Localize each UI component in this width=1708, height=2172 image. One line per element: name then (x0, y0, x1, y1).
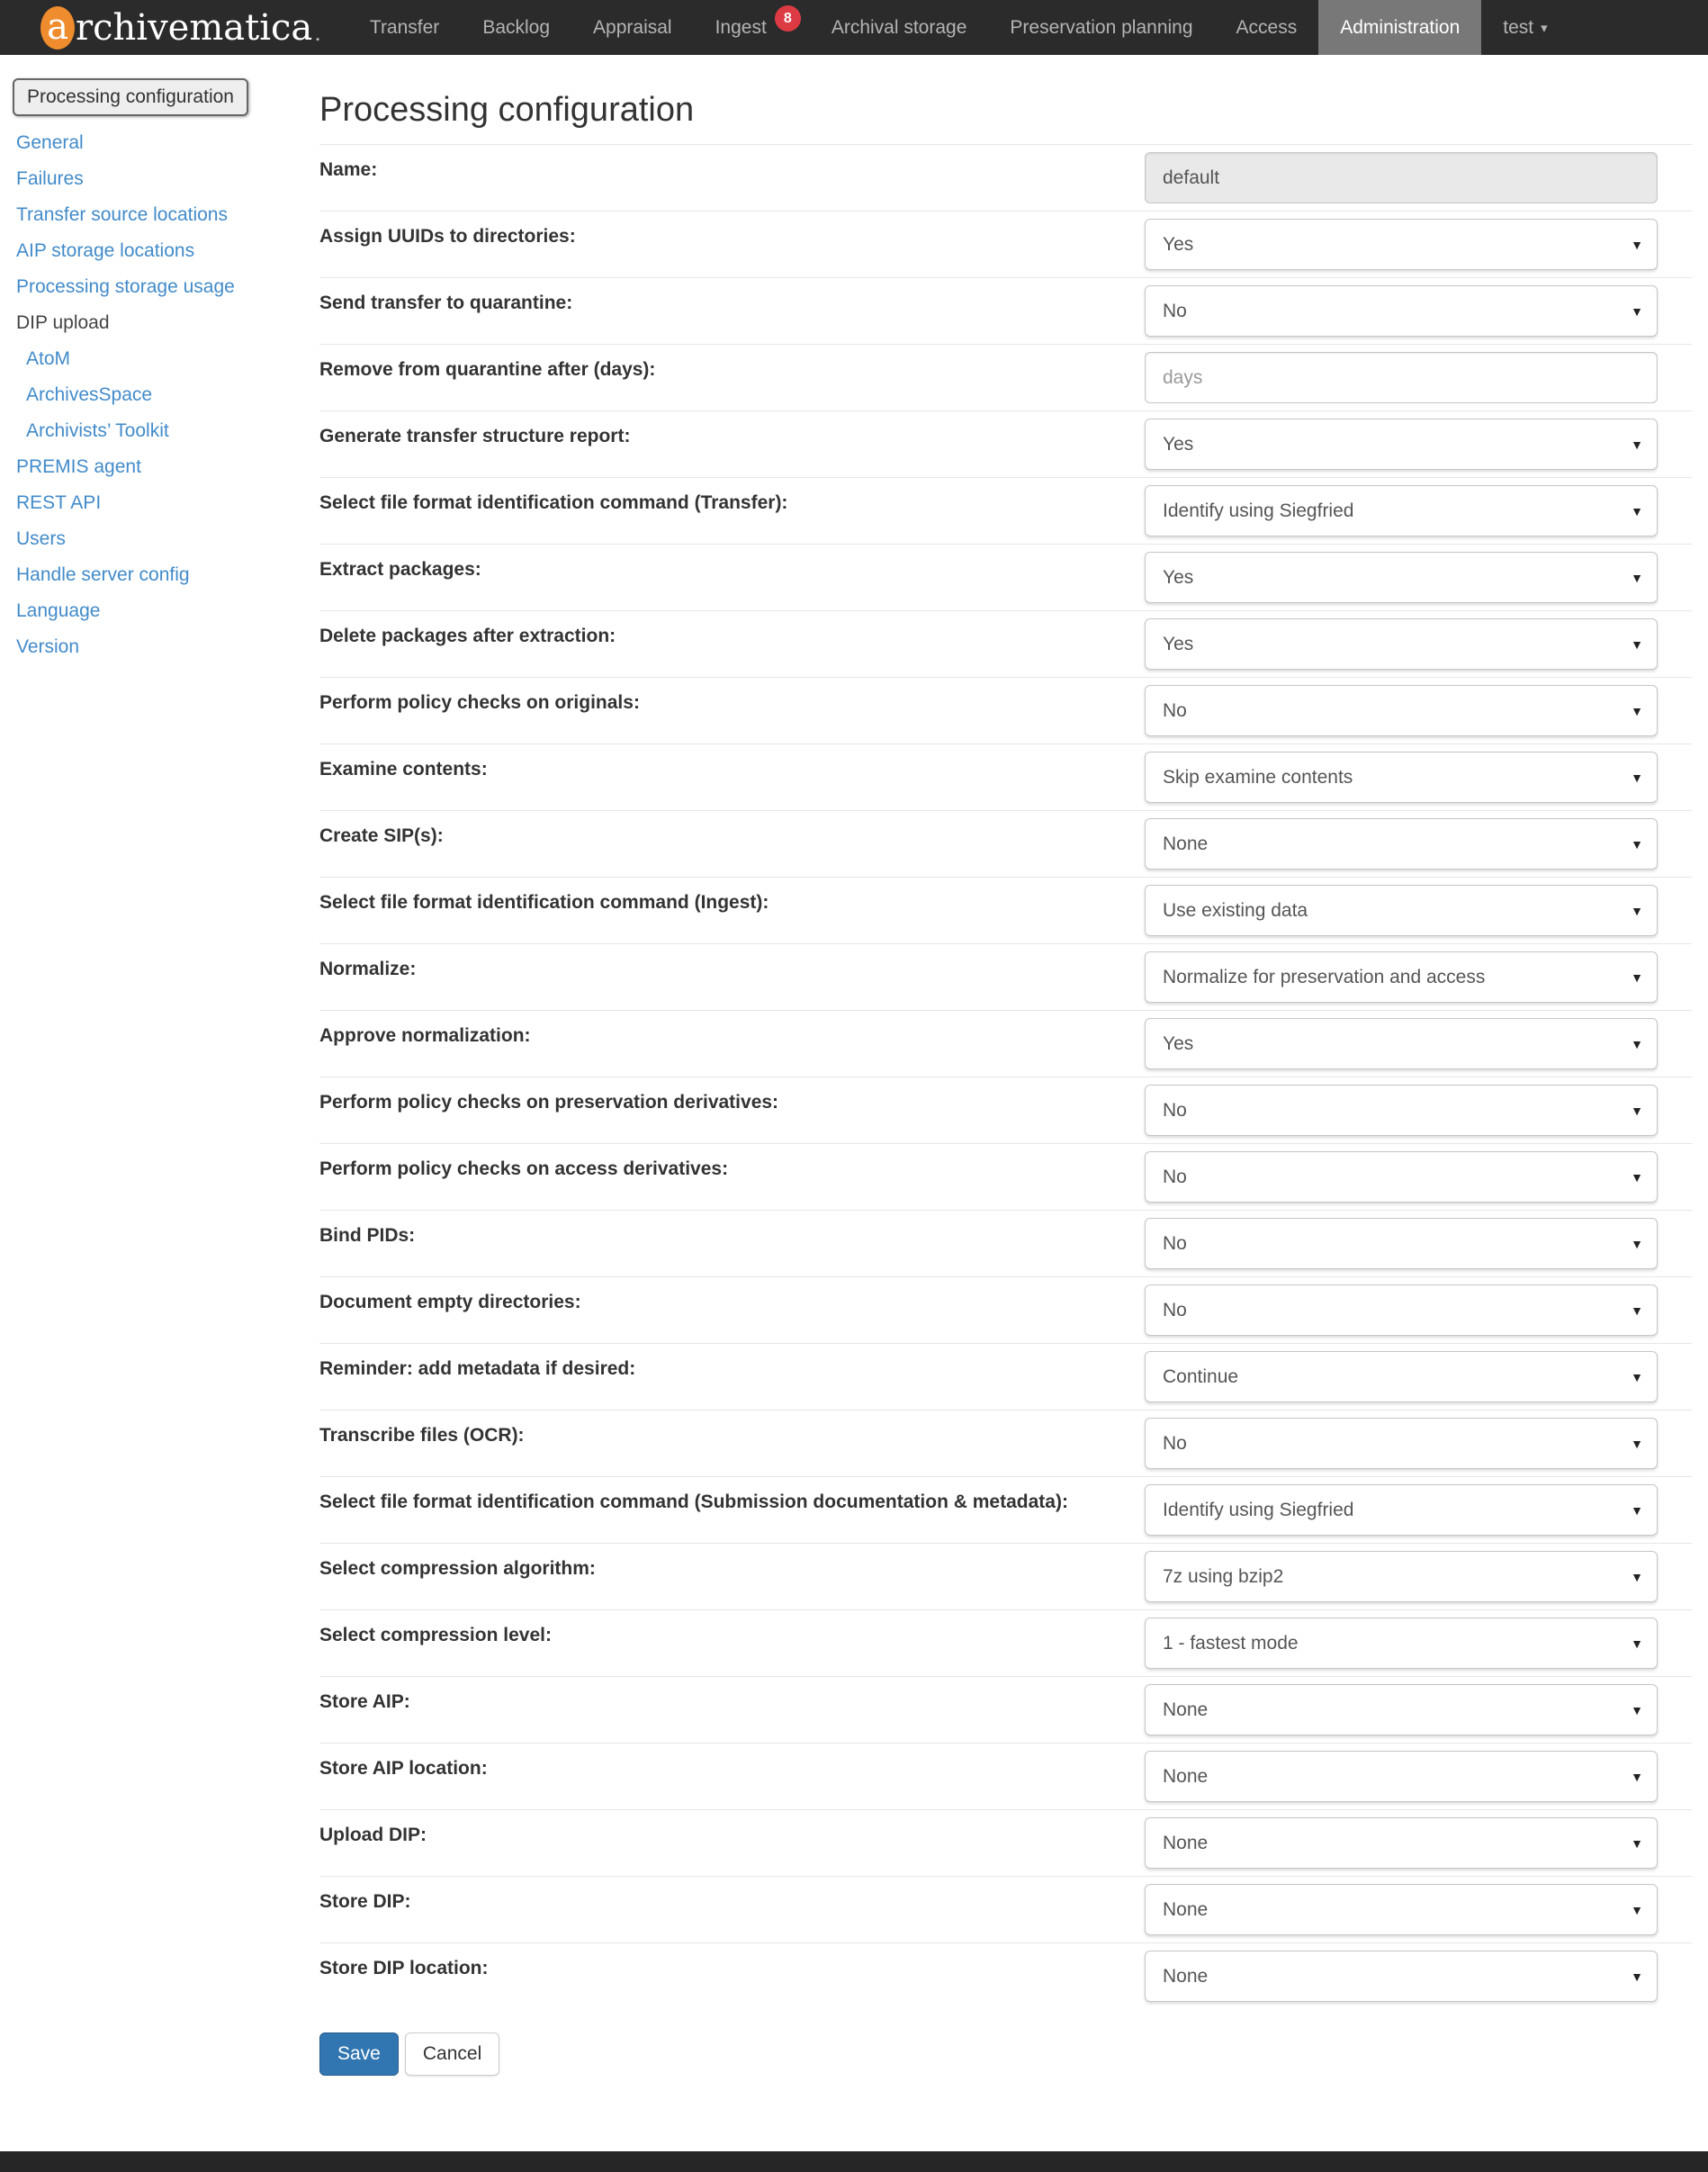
select-value: No (1163, 1299, 1187, 1320)
chevron-down-icon: ▼ (1631, 1169, 1643, 1185)
chevron-down-icon: ▼ (1631, 1969, 1643, 1984)
chevron-down-icon: ▼ (1631, 570, 1643, 585)
nav-item-preservation-planning[interactable] (988, 0, 1214, 55)
select-value: No (1163, 1099, 1187, 1121)
field-label-generate-transfer-structure-report: Generate transfer structure report: (319, 426, 631, 446)
chevron-down-icon: ▼ (1631, 1036, 1643, 1051)
brand-logo[interactable] (0, 0, 348, 55)
select-perform-policy-checks-on-preservation-derivatives[interactable] (1145, 1085, 1658, 1136)
form-row-select-compression-level (319, 1610, 1692, 1677)
field-label-reminder-add-metadata-if-desired: Reminder: add metadata if desired: (319, 1358, 636, 1379)
field-label-send-transfer-to-quarantine: Send transfer to quarantine: (319, 293, 573, 313)
field-control (1145, 1085, 1658, 1136)
select-send-transfer-to-quarantine[interactable] (1145, 285, 1658, 337)
brand-dot: . (314, 21, 321, 46)
field-control (1145, 885, 1658, 936)
select-value: No (1163, 300, 1187, 321)
chevron-down-icon: ▼ (1631, 636, 1643, 652)
chevron-down-icon: ▼ (1631, 1702, 1643, 1717)
select-value: None (1163, 1699, 1209, 1720)
field-label-select-file-format-identification-command-ingest: Select file format identification command (Ingest): (319, 892, 769, 913)
select-value: No (1163, 699, 1187, 721)
form-row-delete-packages-after-extraction (319, 611, 1692, 678)
field-label-name: Name: (319, 159, 378, 180)
select-select-compression-level[interactable] (1145, 1618, 1658, 1669)
select-perform-policy-checks-on-access-derivatives[interactable] (1145, 1151, 1658, 1203)
chevron-down-icon: ▼ (1631, 303, 1643, 319)
field-control (1145, 1551, 1658, 1602)
select-value: Yes (1163, 433, 1194, 455)
form-row-select-file-format-identification-command-submission-documentation-metadata (319, 1477, 1692, 1544)
field-control (1145, 1351, 1658, 1402)
field-control (1145, 1618, 1658, 1669)
brand-text: rchivematica (76, 6, 313, 49)
form-row-reminder-add-metadata-if-desired (319, 1344, 1692, 1410)
chevron-down-icon: ▼ (1631, 503, 1643, 518)
ingest-count-badge: 8 (775, 5, 801, 32)
form-row-perform-policy-checks-on-preservation-derivatives (319, 1077, 1692, 1144)
field-label-store-aip-location: Store AIP location: (319, 1758, 488, 1779)
nav-item-access[interactable] (1215, 0, 1319, 55)
select-value: Yes (1163, 233, 1194, 255)
user-menu[interactable] (1481, 0, 1569, 55)
chevron-down-icon: ▼ (1631, 1369, 1643, 1384)
brand-a-oval: a (40, 6, 75, 50)
field-label-transcribe-files-ocr: Transcribe files (OCR): (319, 1425, 525, 1446)
sidebar-item-version[interactable]: Version (16, 636, 80, 657)
select-value: No (1163, 1166, 1187, 1187)
select-store-aip[interactable] (1145, 1684, 1658, 1735)
field-label-upload-dip: Upload DIP: (319, 1825, 427, 1845)
select-value: 1 - fastest mode (1163, 1632, 1299, 1654)
page-title: Processing configuration (319, 91, 695, 129)
chevron-down-icon: ▼ (1631, 1436, 1643, 1451)
select-perform-policy-checks-on-originals[interactable] (1145, 685, 1658, 736)
select-bind-pids[interactable] (1145, 1218, 1658, 1269)
form-row-select-file-format-identification-command-transfer (319, 478, 1692, 545)
chevron-down-icon: ▼ (1631, 1302, 1643, 1318)
field-label-normalize: Normalize: (319, 959, 417, 979)
sidebar-item-archivists-toolkit[interactable]: Archivists’ Toolkit (26, 420, 169, 441)
nav-item-administration[interactable] (1318, 0, 1481, 55)
form-row-examine-contents (319, 744, 1692, 811)
form-row-remove-from-quarantine-after-days (319, 345, 1692, 411)
select-value: None (1163, 1832, 1209, 1853)
field-control (1145, 1951, 1658, 2002)
select-examine-contents[interactable] (1145, 752, 1658, 803)
select-select-file-format-identification-command-ingest[interactable] (1145, 885, 1658, 936)
field-control (1145, 152, 1658, 203)
nav-item-label: Archival storage (831, 16, 967, 38)
field-label-perform-policy-checks-on-preservation-derivatives: Perform policy checks on preservation derivatives: (319, 1092, 779, 1113)
sidebar-item-failures[interactable]: Failures (16, 168, 84, 189)
field-label-select-compression-level: Select compression level: (319, 1625, 552, 1645)
select-generate-transfer-structure-report[interactable] (1145, 419, 1658, 470)
field-label-store-aip: Store AIP: (319, 1691, 410, 1712)
form-row-store-dip-location (319, 1943, 1692, 2009)
field-label-select-file-format-identification-command-transfer: Select file format identification command (Transfer): (319, 492, 788, 513)
select-value: Yes (1163, 633, 1194, 654)
field-control (1145, 1684, 1658, 1735)
chevron-down-icon: ▼ (1631, 1636, 1643, 1651)
chevron-down-icon: ▼ (1631, 703, 1643, 718)
chevron-down-icon: ▼ (1631, 437, 1643, 452)
select-select-file-format-identification-command-submission-documentation-metadata[interactable] (1145, 1484, 1658, 1536)
caret-down-icon: ▾ (1541, 20, 1548, 36)
footer-bar (0, 2151, 1708, 2172)
field-control (1145, 1218, 1658, 1269)
nav-item-label: Preservation planning (1010, 16, 1193, 38)
select-value: None (1163, 1765, 1209, 1787)
chevron-down-icon: ▼ (1631, 1569, 1643, 1584)
form-row-generate-transfer-structure-report (319, 411, 1692, 478)
nav-item-transfer[interactable] (348, 0, 461, 55)
select-value: Yes (1163, 566, 1194, 588)
field-control (1145, 951, 1658, 1003)
field-control (1145, 552, 1658, 603)
form-row-name (319, 145, 1692, 212)
select-value: None (1163, 1965, 1209, 1987)
form-row-extract-packages (319, 545, 1692, 611)
form-row-bind-pids (319, 1211, 1692, 1277)
form-row-upload-dip (319, 1810, 1692, 1877)
form-row-transcribe-files-ocr (319, 1410, 1692, 1477)
field-control (1145, 1418, 1658, 1469)
field-control (1145, 352, 1658, 403)
form-row-perform-policy-checks-on-access-derivatives (319, 1144, 1692, 1211)
sidebar-item-processing-configuration[interactable]: Processing configuration (13, 78, 248, 116)
select-upload-dip[interactable] (1145, 1817, 1658, 1869)
form-row-assign-uuids-to-directories (319, 212, 1692, 278)
save-button[interactable]: Save (319, 2032, 399, 2076)
form-row-perform-policy-checks-on-originals (319, 678, 1692, 744)
cancel-button[interactable]: Cancel (405, 2032, 499, 2076)
chevron-down-icon: ▼ (1631, 969, 1643, 985)
field-control (1145, 1484, 1658, 1536)
select-value: Continue (1163, 1365, 1239, 1387)
field-control (1145, 685, 1658, 736)
field-control (1145, 1151, 1658, 1203)
nav-item-archival-storage[interactable] (810, 0, 989, 55)
field-control (1145, 1284, 1658, 1336)
chevron-down-icon: ▼ (1631, 1502, 1643, 1518)
sidebar-item-general[interactable]: General (16, 132, 84, 153)
sidebar-item-handle-server-config[interactable]: Handle server config (16, 564, 190, 585)
sidebar-item-rest-api[interactable]: REST API (16, 492, 102, 513)
form-row-select-compression-algorithm (319, 1544, 1692, 1610)
field-label-assign-uuids-to-directories: Assign UUIDs to directories: (319, 226, 576, 247)
input-value: default (1163, 167, 1220, 188)
sidebar-item-transfer-source-locations[interactable]: Transfer source locations (16, 204, 228, 225)
form-row-store-aip (319, 1677, 1692, 1744)
field-label-delete-packages-after-extraction: Delete packages after extraction: (319, 626, 616, 646)
select-value: None (1163, 833, 1209, 854)
nav-item-label: Access (1236, 16, 1298, 38)
field-label-approve-normalization: Approve normalization: (319, 1025, 531, 1046)
sidebar-section-dip-upload: DIP upload (16, 312, 110, 333)
admin-sidebar (0, 55, 290, 665)
field-control (1145, 419, 1658, 470)
field-label-examine-contents: Examine contents: (319, 759, 488, 780)
nav-item-appraisal[interactable] (571, 0, 694, 55)
field-control (1145, 485, 1658, 536)
chevron-down-icon: ▼ (1631, 836, 1643, 852)
chevron-down-icon: ▼ (1631, 1236, 1643, 1251)
field-control (1145, 1817, 1658, 1869)
chevron-down-icon: ▼ (1631, 770, 1643, 785)
form-row-store-aip-location (319, 1744, 1692, 1810)
chevron-down-icon: ▼ (1631, 1902, 1643, 1917)
sidebar-item-language[interactable]: Language (16, 600, 101, 621)
form-row-send-transfer-to-quarantine (319, 278, 1692, 345)
select-select-compression-algorithm[interactable] (1145, 1551, 1658, 1602)
select-store-aip-location[interactable] (1145, 1751, 1658, 1802)
chevron-down-icon: ▼ (1631, 903, 1643, 918)
field-control (1145, 1751, 1658, 1802)
form-actions (319, 2032, 1692, 2076)
nav-item-label: Administration (1340, 16, 1461, 38)
field-control (1145, 285, 1658, 337)
select-value: No (1163, 1232, 1187, 1254)
select-value: 7z using bzip2 (1163, 1565, 1284, 1587)
sidebar-item-aip-storage-locations[interactable]: AIP storage locations (16, 240, 195, 261)
top-navbar (0, 0, 1708, 55)
select-value: No (1163, 1432, 1187, 1454)
field-label-bind-pids: Bind PIDs: (319, 1225, 416, 1246)
form-row-normalize (319, 944, 1692, 1011)
sidebar-item-users[interactable]: Users (16, 528, 66, 549)
nav-item-label: Ingest (715, 16, 767, 38)
select-document-empty-directories[interactable] (1145, 1284, 1658, 1336)
chevron-down-icon: ▼ (1631, 1769, 1643, 1784)
form-row-approve-normalization (319, 1011, 1692, 1077)
nav-item-label: Appraisal (593, 16, 672, 38)
field-control (1145, 1884, 1658, 1935)
form-row-store-dip (319, 1877, 1692, 1943)
select-select-file-format-identification-command-transfer[interactable] (1145, 485, 1658, 536)
sidebar-item-premis-agent[interactable]: PREMIS agent (16, 456, 141, 477)
chevron-down-icon: ▼ (1631, 237, 1643, 252)
select-value: Identify using Siegfried (1163, 500, 1354, 521)
form-row-select-file-format-identification-command-ingest (319, 878, 1692, 944)
nav-item-backlog[interactable] (461, 0, 571, 55)
select-normalize[interactable] (1145, 951, 1658, 1003)
field-control (1145, 1018, 1658, 1069)
field-label-store-dip-location: Store DIP location: (319, 1958, 489, 1978)
select-value: Identify using Siegfried (1163, 1499, 1354, 1520)
field-control (1145, 618, 1658, 670)
field-label-perform-policy-checks-on-access-derivatives: Perform policy checks on access derivatives: (319, 1158, 729, 1179)
chevron-down-icon: ▼ (1631, 1835, 1643, 1851)
select-value: Use existing data (1163, 899, 1308, 921)
select-value: None (1163, 1898, 1209, 1920)
user-menu-label: test (1503, 16, 1534, 38)
select-delete-packages-after-extraction[interactable] (1145, 618, 1658, 670)
input-name[interactable] (1145, 152, 1658, 203)
select-assign-uuids-to-directories[interactable] (1145, 219, 1658, 270)
select-value: Yes (1163, 1032, 1194, 1054)
select-create-sip-s[interactable] (1145, 818, 1658, 870)
main-content (290, 55, 1708, 2106)
field-label-store-dip: Store DIP: (319, 1891, 411, 1912)
field-control (1145, 219, 1658, 270)
field-label-remove-from-quarantine-after-days: Remove from quarantine after (days): (319, 359, 656, 380)
input-placeholder: days (1163, 366, 1203, 388)
nav-item-ingest[interactable] (694, 0, 810, 55)
select-transcribe-files-ocr[interactable] (1145, 1418, 1658, 1469)
sidebar-item-archivesspace[interactable]: ArchivesSpace (26, 384, 153, 405)
form-row-document-empty-directories (319, 1277, 1692, 1344)
field-label-select-compression-algorithm: Select compression algorithm: (319, 1558, 596, 1579)
select-value: Normalize for preservation and access (1163, 966, 1486, 987)
field-control (1145, 818, 1658, 870)
select-extract-packages[interactable] (1145, 552, 1658, 603)
field-label-document-empty-directories: Document empty directories: (319, 1292, 581, 1312)
field-label-extract-packages: Extract packages: (319, 559, 481, 580)
select-value: Skip examine contents (1163, 766, 1353, 788)
processing-config-form (319, 144, 1692, 2009)
select-store-dip[interactable] (1145, 1884, 1658, 1935)
field-label-select-file-format-identification-command-submission-documentation-metadata: Select file format identification command (Submission documentation & metadata): (319, 1492, 1068, 1512)
input-remove-from-quarantine-after-days[interactable] (1145, 352, 1658, 403)
chevron-down-icon: ▼ (1631, 1103, 1643, 1118)
form-row-create-sip-s (319, 811, 1692, 878)
select-store-dip-location[interactable] (1145, 1951, 1658, 2002)
nav-item-label: Transfer (369, 16, 440, 38)
select-reminder-add-metadata-if-desired[interactable] (1145, 1351, 1658, 1402)
field-label-perform-policy-checks-on-originals: Perform policy checks on originals: (319, 692, 640, 713)
field-control (1145, 752, 1658, 803)
select-approve-normalization[interactable] (1145, 1018, 1658, 1069)
field-label-create-sip-s: Create SIP(s): (319, 825, 444, 846)
sidebar-item-processing-storage-usage[interactable]: Processing storage usage (16, 276, 235, 297)
sidebar-item-atom[interactable]: AtoM (26, 348, 71, 369)
nav-item-label: Backlog (482, 16, 551, 38)
